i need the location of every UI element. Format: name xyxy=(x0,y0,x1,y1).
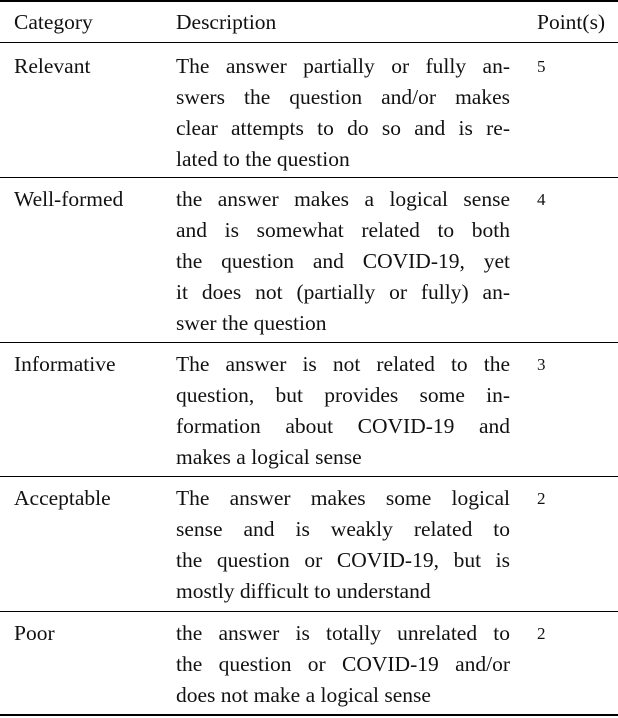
row-1-points: 5 xyxy=(537,57,546,76)
row-3-points: 3 xyxy=(537,355,546,374)
header-points: Point(s) xyxy=(537,10,606,34)
row-3-description xyxy=(176,349,510,473)
row-2-desc-line-2: and is somewhat related to both xyxy=(176,218,510,242)
row-3-desc-line-2: question, but provides some in- xyxy=(176,383,510,407)
row-1-desc-line-1: The answer partially or fully an- xyxy=(176,54,510,78)
row-3-category: Informative xyxy=(14,352,116,376)
row-4-description xyxy=(176,483,510,607)
row-2-desc-line-5: swer the question xyxy=(176,311,327,335)
table-top-rule xyxy=(0,0,618,2)
row-5-category: Poor xyxy=(14,621,55,645)
row-5-points: 2 xyxy=(537,624,546,643)
header-category: Category xyxy=(14,10,93,34)
row-4-rule xyxy=(0,611,618,612)
row-2-rule xyxy=(0,342,618,343)
row-1-rule xyxy=(0,177,618,178)
row-4-points: 2 xyxy=(537,489,546,508)
header-rule xyxy=(0,42,618,43)
row-4-category: Acceptable xyxy=(14,486,111,510)
header-description: Description xyxy=(176,10,277,34)
row-4-desc-line-2: sense and is weakly related to xyxy=(176,517,510,541)
row-1-desc-line-4: lated to the question xyxy=(176,147,350,171)
row-4-desc-line-4: mostly difficult to understand xyxy=(176,579,431,603)
row-1-category: Relevant xyxy=(14,54,91,78)
row-1-desc-line-3: clear attempts to do so and is re- xyxy=(176,116,510,140)
row-5-desc-line-2: the question or COVID-19 and/or xyxy=(176,652,510,676)
row-3-desc-line-4: makes a logical sense xyxy=(176,445,362,469)
row-3-desc-line-1: The answer is not related to the xyxy=(176,352,510,376)
row-4-desc-line-3: the question or COVID-19, but is xyxy=(176,548,510,572)
row-1-desc-line-2: swers the question and/or makes xyxy=(176,85,510,109)
row-2-points: 4 xyxy=(537,190,546,209)
row-2-category: Well-formed xyxy=(14,187,124,211)
row-3-desc-line-3: formation about COVID-19 and xyxy=(176,414,510,438)
row-1-description xyxy=(176,51,510,175)
table-bottom-rule xyxy=(0,714,618,716)
row-4-desc-line-1: The answer makes some logical xyxy=(176,486,510,510)
row-2-desc-line-1: the answer makes a logical sense xyxy=(176,187,510,211)
row-2-description xyxy=(176,184,510,339)
row-2-desc-line-4: it does not (partially or fully) an- xyxy=(176,280,510,304)
row-3-rule xyxy=(0,476,618,477)
row-5-description xyxy=(176,618,510,711)
row-5-desc-line-1: the answer is totally unrelated to xyxy=(176,621,510,645)
row-5-desc-line-3: does not make a logical sense xyxy=(176,683,431,707)
row-2-desc-line-3: the question and COVID-19, yet xyxy=(176,249,510,273)
